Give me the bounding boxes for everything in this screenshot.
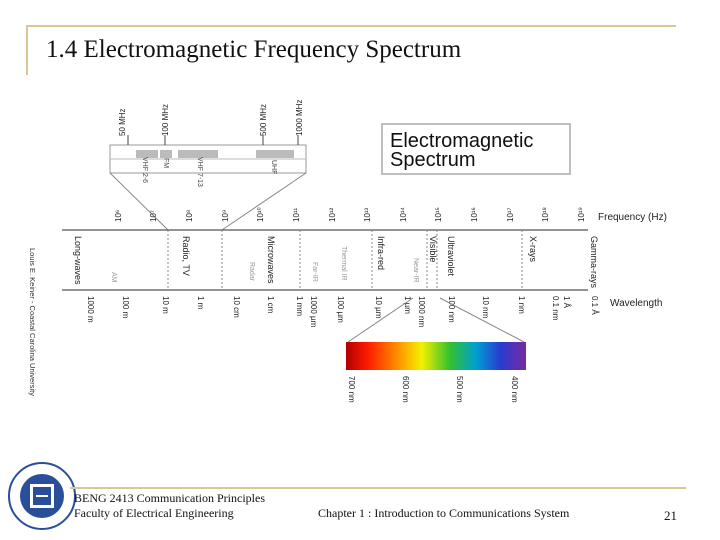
wavelength-ticks: [86, 296, 599, 328]
slide-title: 1.4 Electromagnetic Frequency Spectrum: [46, 36, 462, 63]
wl-tick-1nm: 1 nm: [517, 296, 526, 314]
page-number: 21: [664, 508, 677, 523]
wl-tick-10nm: 10 nm: [481, 296, 490, 319]
wl-tick-100nm: 100 nm: [447, 296, 456, 323]
sub-radar: Radar: [248, 262, 255, 282]
region-infrared: Infra-red: [376, 236, 386, 271]
region-xrays: X-rays: [528, 236, 538, 263]
wl-tick-0.1nm: 0.1 nm: [551, 296, 560, 321]
top-tick-50mhz: 50 MHz: [118, 108, 127, 136]
sub-thermal-ir: Thermal IR: [340, 246, 347, 281]
top-mhz-ticks: [118, 100, 304, 145]
region-labels: [73, 236, 599, 289]
band-label-uhf: UHF: [270, 160, 277, 175]
wl-tick-1m: 1 m: [196, 296, 205, 310]
band-label-vhf-7-13: VHF 7-13: [196, 157, 203, 187]
region-ultraviolet: Ultraviolet: [446, 236, 456, 277]
freq-tick-17: 10¹⁷: [506, 207, 515, 222]
freq-tick-19: 10¹⁹: [577, 207, 586, 222]
top-tick-500mhz: 500 MHz: [259, 103, 268, 136]
frequency-ticks: [114, 206, 586, 222]
footer-faculty: Faculty of Electrical Engineering: [74, 506, 234, 520]
footer-chapter: Chapter 1 : Introduction to Communications System: [318, 506, 570, 520]
wl-tick-1mm: 1 mm: [295, 296, 304, 316]
wl-tick-100m: 100 m: [121, 296, 130, 319]
sub-far-ir: Far-IR: [311, 262, 318, 282]
wl-tick-0.1a: 0.1 Å: [590, 296, 599, 315]
freq-tick-8: 10⁸: [185, 209, 194, 222]
wavelength-axis-label: Wavelength: [610, 298, 663, 309]
wl-tick-10cm: 10 cm: [232, 296, 241, 318]
freq-tick-6: 10⁶: [114, 209, 123, 222]
visible-spectrum-bar: [346, 342, 526, 370]
fm-band: [160, 150, 172, 158]
freq-tick-18: 10¹⁸: [541, 207, 550, 222]
region-gamma-rays: Gamma-rays: [589, 236, 599, 289]
freq-tick-7: 10⁷: [149, 210, 158, 222]
frequency-axis-label: Frequency (Hz): [598, 212, 667, 223]
wl-tick-100um: 100 µm: [336, 296, 345, 323]
uhf-band: [256, 150, 294, 158]
spectrum-heading-line1: Electromagnetic: [390, 130, 534, 152]
band-label-fm: FM: [162, 158, 169, 169]
footer-course: BENG 2413 Communication Principles: [74, 491, 265, 505]
wl-tick-10m: 10 m: [161, 296, 170, 314]
freq-tick-13: 10¹³: [363, 207, 372, 222]
vis-tick-600nm: 600 nm: [401, 376, 410, 403]
wl-tick-10um: 10 µm: [374, 296, 383, 319]
university-logo: [9, 463, 75, 529]
freq-tick-14: 10¹⁴: [399, 207, 408, 222]
freq-tick-10: 10¹⁰: [256, 207, 265, 222]
freq-tick-16: 10¹⁶: [470, 207, 479, 222]
top-tick-100mhz: 100 MHz: [161, 103, 170, 136]
top-tick-1000mhz: 1000 MHz: [295, 99, 304, 136]
visible-ticks: [347, 376, 519, 403]
vis-tick-700nm: 700 nm: [347, 376, 356, 403]
vis-tick-400nm: 400 nm: [510, 376, 519, 403]
wl-tick-1um: 1 µm: [403, 296, 412, 314]
band-label-vhf-2-6: VHF 2-6: [141, 157, 148, 184]
footer-divider: [70, 487, 686, 489]
freq-tick-12: 10¹²: [328, 207, 337, 222]
wl-tick-1000um: 1000 µm: [309, 296, 318, 328]
sub-near-ir: Near-IR: [412, 258, 419, 283]
wl-tick-1000nm: 1000 nm: [417, 296, 426, 328]
wl-tick-1a: 1 Å: [562, 296, 571, 309]
wl-tick-1cm: 1 cm: [266, 296, 275, 314]
figure-credit: Louis E. Keiner - Coastal Carolina University: [28, 248, 37, 396]
vis-tick-500nm: 500 nm: [455, 376, 464, 403]
freq-tick-11: 10¹¹: [292, 207, 301, 222]
freq-tick-9: 10⁹: [221, 209, 230, 222]
sub-region-labels: [110, 246, 419, 283]
freq-tick-15: 10¹⁵: [434, 207, 443, 222]
band-label-am: AM: [110, 272, 117, 283]
region-microwaves: Microwaves: [266, 236, 276, 284]
region-long-waves: Long-waves: [73, 236, 83, 285]
wl-tick-1000m: 1000 m: [86, 296, 95, 323]
spectrum-heading-line2: Spectrum: [390, 149, 476, 171]
region-radio-tv: Radio, TV: [181, 236, 191, 276]
region-visible: Visible: [428, 236, 438, 263]
